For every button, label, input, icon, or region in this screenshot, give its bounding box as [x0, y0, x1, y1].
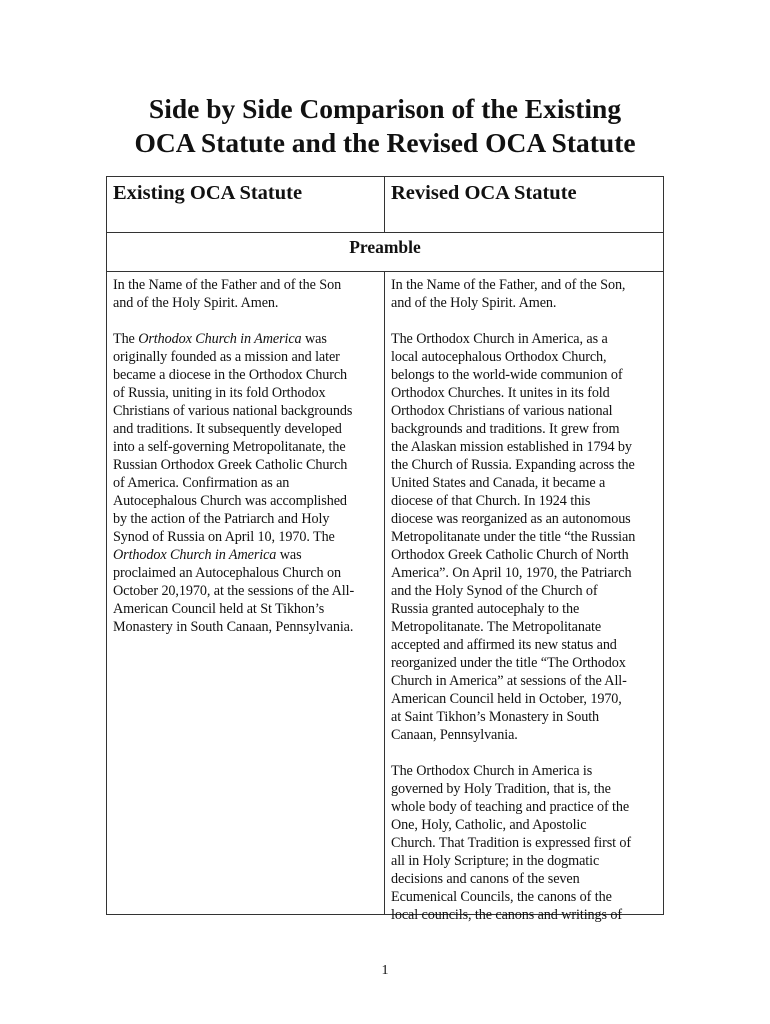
paragraph-line: Orthodox Churches. It unites in its fold — [391, 385, 610, 401]
page-number: 1 — [381, 963, 389, 978]
paragraph-line: Metropolitanate. The Metropolitanate — [391, 619, 602, 635]
italic-church-name: Orthodox Church in America — [113, 547, 277, 563]
title-line-2: OCA Statute and the Revised OCA Statute — [134, 127, 636, 158]
paragraph-line: One, Holy, Catholic, and Apostolic — [391, 817, 587, 833]
paragraph-line: and of the Holy Spirit. Amen. — [113, 295, 279, 311]
paragraph-line: Autocephalous Church was accomplished — [113, 493, 347, 509]
paragraph-line: and the Holy Synod of the Church of — [391, 583, 598, 599]
paragraph-line: Ecumenical Councils, the canons of the — [391, 889, 612, 905]
paragraph-line: backgrounds and traditions. It grew from — [391, 421, 620, 437]
paragraph-line: American Council held in October, 1970, — [391, 691, 622, 707]
paragraph-line: Synod of Russia on April 10, 1970. The — [113, 529, 335, 545]
column-divider — [384, 272, 385, 915]
existing-statute-text — [113, 276, 381, 636]
paragraph-line: America”. On April 10, 1970, the Patriarch — [391, 565, 632, 581]
comparison-table — [106, 176, 664, 923]
paragraph-line: proclaimed an Autocephalous Church on — [113, 565, 341, 581]
paragraph-gap — [113, 312, 381, 330]
section-row — [107, 232, 663, 272]
paragraph-line: governed by Holy Tradition, that is, the — [391, 781, 611, 797]
paragraph-line: originally founded as a mission and later — [113, 349, 340, 365]
paragraph-line: diocese of that Church. In 1924 this — [391, 493, 591, 509]
paragraph-gap — [391, 312, 659, 330]
paragraph-line: United States and Canada, it became a — [391, 475, 606, 491]
paragraph-line: American Council held at St Tikhon’s — [113, 601, 325, 617]
column-divider — [384, 177, 385, 232]
paragraph-line: accepted and affirmed its new status and — [391, 637, 617, 653]
paragraph-line: belongs to the world-wide communion of — [391, 367, 623, 383]
revised-statute-header: Revised OCA Statute — [391, 182, 577, 204]
paragraph-line: the Alaskan mission established in 1794 by — [391, 439, 632, 455]
paragraph-line: at Saint Tikhon’s Monastery in South — [391, 709, 600, 725]
italic-church-name: Orthodox Church in America — [138, 331, 302, 347]
paragraph-line: Church. That Tradition is expressed first of — [391, 835, 632, 851]
paragraph-line: Christians of various national backgrounds — [113, 403, 353, 419]
paragraph-line: and of the Holy Spirit. Amen. — [391, 295, 557, 311]
paragraph-line: The Orthodox Church in America is — [391, 763, 593, 779]
paragraph-line: Orthodox Greek Catholic Church of North — [391, 547, 629, 563]
paragraph-line: Metropolitanate under the title “the Russian — [391, 529, 636, 545]
paragraph-line: of Russia, uniting in its fold Orthodox — [113, 385, 326, 401]
paragraph-line: all in Holy Scripture; in the dogmatic — [391, 853, 600, 869]
paragraph-line: decisions and canons of the seven — [391, 871, 580, 887]
document-title — [0, 92, 770, 160]
section-title-preamble: Preamble — [349, 237, 421, 257]
paragraph-line: The Orthodox Church in America was — [113, 331, 327, 347]
paragraph-line: the Church of Russia. Expanding across the — [391, 457, 635, 473]
paragraph-line: and traditions. It subsequently developed — [113, 421, 342, 437]
paragraph-line: reorganized under the title “The Orthodox — [391, 655, 626, 671]
paragraph-line: October 20,1970, at the sessions of the All- — [113, 583, 355, 599]
table-header-row — [107, 177, 663, 233]
paragraph-line: Orthodox Christians of various national — [391, 403, 613, 419]
paragraph-line: In the Name of the Father, and of the Son, — [391, 277, 626, 293]
paragraph-line: diocese was reorganized as an autonomous — [391, 511, 631, 527]
paragraph-line: Russia granted autocephaly to the — [391, 601, 580, 617]
paragraph-line: Russian Orthodox Greek Catholic Church — [113, 457, 348, 473]
paragraph-line: The Orthodox Church in America, as a — [391, 331, 608, 347]
paragraph-line: into a self-governing Metropolitanate, the — [113, 439, 346, 455]
paragraph-line: local councils, the canons and writings of — [391, 907, 623, 923]
paragraph-line: Orthodox Church in America was — [113, 547, 302, 563]
paragraph-gap — [391, 744, 659, 762]
paragraph-line: In the Name of the Father and of the Son — [113, 277, 342, 293]
paragraph-line: Monastery in South Canaan, Pennsylvania. — [113, 619, 354, 635]
paragraph-line: whole body of teaching and practice of the — [391, 799, 630, 815]
existing-statute-header: Existing OCA Statute — [113, 182, 303, 204]
paragraph-line: local autocephalous Orthodox Church, — [391, 349, 607, 365]
paragraph-line: of America. Confirmation as an — [113, 475, 290, 491]
paragraph-line: became a diocese in the Orthodox Church — [113, 367, 348, 383]
paragraph-line: Canaan, Pennsylvania. — [391, 727, 518, 743]
paragraph-line: by the action of the Patriarch and Holy — [113, 511, 330, 527]
title-line-1: Side by Side Comparison of the Existing — [148, 93, 622, 124]
paragraph-line: Church in America” at sessions of the All- — [391, 673, 627, 689]
revised-statute-text — [391, 276, 659, 924]
